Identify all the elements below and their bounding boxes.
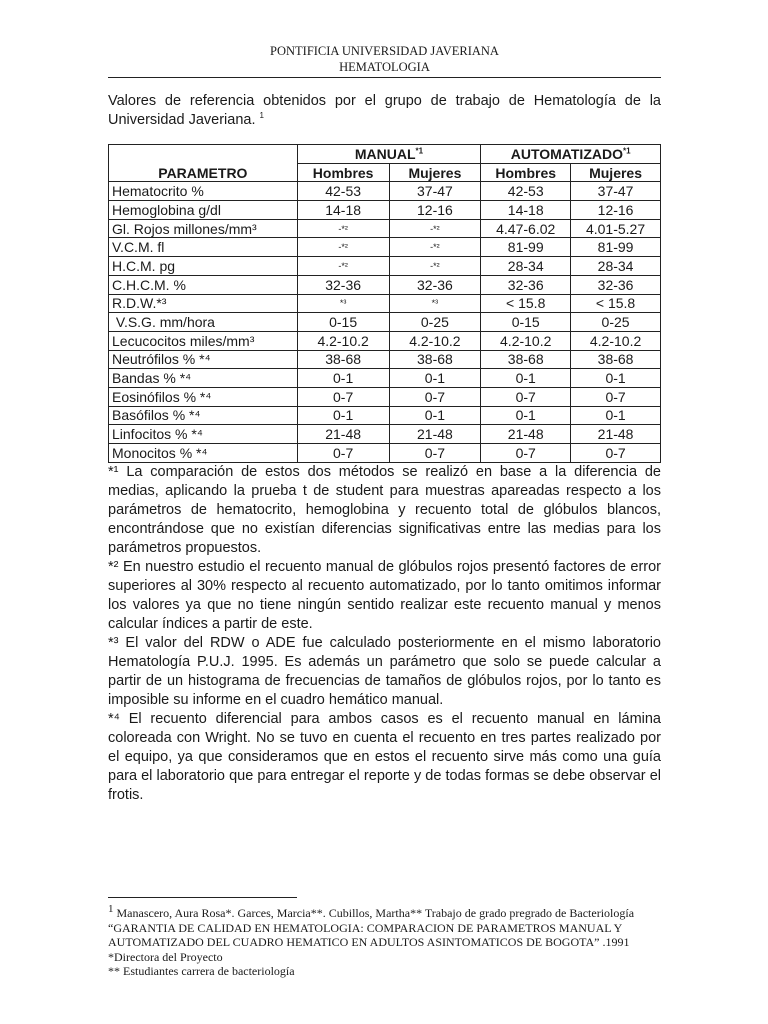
header-university: PONTIFICIA UNIVERSIDAD JAVERIANA xyxy=(270,44,499,58)
table-row xyxy=(109,387,661,406)
value-cell: 12-16 xyxy=(389,201,481,220)
param-cell: Neutrófilos % *⁴ xyxy=(109,350,298,369)
param-cell: Linfocitos % *⁴ xyxy=(109,425,298,444)
value-cell: 0-1 xyxy=(481,369,571,388)
param-cell: Basófilos % *⁴ xyxy=(109,406,298,425)
value-cell: 0-1 xyxy=(389,369,481,388)
intro-paragraph xyxy=(108,92,661,130)
manual-group-ref: *1 xyxy=(415,146,424,156)
value-cell: < 15.8 xyxy=(481,294,571,313)
table-row xyxy=(109,369,661,388)
value-cell: 0-25 xyxy=(389,313,481,332)
table-row xyxy=(109,257,661,276)
value-cell: 0-1 xyxy=(297,406,389,425)
note-4 xyxy=(108,710,661,805)
param-cell: R.D.W.*³ xyxy=(109,294,298,313)
value-cell: 4.47-6.02 xyxy=(481,219,571,238)
value-cell: 32-36 xyxy=(297,275,389,294)
table-row xyxy=(109,201,661,220)
value-cell: 21-48 xyxy=(389,425,481,444)
value-cell: 42-53 xyxy=(481,182,571,201)
param-cell: Monocitos % *⁴ xyxy=(109,444,298,463)
value-cell: 4.2-10.2 xyxy=(389,331,481,350)
note-1-text: La comparación de estos dos métodos se realizó en base a la diferencia de medias, aplicando la prueba t de student para muestras apareadas respecto a los parámetros de hematocrito, hemoglobina y recuento total de glóbulos blancos, encontrándose que no existían diferencias significativas entre las medias para los parámetros propuestos. xyxy=(108,464,661,556)
value-cell: 21-48 xyxy=(571,425,661,444)
notes-section xyxy=(108,463,661,805)
param-cell: V.C.M. fl xyxy=(109,238,298,257)
value-cell: 81-99 xyxy=(571,238,661,257)
value-cell: 0-7 xyxy=(297,387,389,406)
value-cell: 38-68 xyxy=(297,350,389,369)
manual-women-header: Mujeres xyxy=(389,163,481,182)
value-cell: 0-7 xyxy=(571,444,661,463)
value-cell: 37-47 xyxy=(571,182,661,201)
value-cell: 0-7 xyxy=(297,444,389,463)
note-2-mark: *² xyxy=(108,559,119,575)
value-cell: 0-1 xyxy=(389,406,481,425)
param-cell: C.H.C.M. % xyxy=(109,275,298,294)
automated-group-ref: *1 xyxy=(622,146,631,156)
value-cell: 0-1 xyxy=(571,369,661,388)
value-cell: 4.2-10.2 xyxy=(481,331,571,350)
footnote-citation-text: Manascero, Aura Rosa*. Garces, Marcia**. Cubillos, Martha** Trabajo de grado pregrado de Bacteriología “GARANTIA DE CALIDAD EN HEMATOLOGIA: COMPARACION DE PARAMETROS MANUAL Y AUTOMATIZADO DEL CUADRO HEMATICO EN ADULTOS ASINTOMATICOS DE BOGOTA” .1991 xyxy=(108,906,635,949)
param-cell: Hemoglobina g/dl xyxy=(109,201,298,220)
table-row xyxy=(109,331,661,350)
param-cell: V.S.G. mm/hora xyxy=(109,313,298,332)
value-cell: 0-1 xyxy=(481,406,571,425)
footnote xyxy=(108,903,661,979)
table-row xyxy=(109,182,661,201)
value-cell: 4.2-10.2 xyxy=(297,331,389,350)
value-cell: 0-15 xyxy=(297,313,389,332)
manual-men-header: Hombres xyxy=(297,163,389,182)
value-cell: -*² xyxy=(297,257,389,276)
note-4-mark: *⁴ xyxy=(108,711,120,727)
note-2 xyxy=(108,558,661,634)
value-cell: -*² xyxy=(389,257,481,276)
reference-values-table xyxy=(108,144,661,463)
automated-group-header xyxy=(481,145,661,164)
note-1-mark: *¹ xyxy=(108,464,119,480)
table-row xyxy=(109,294,661,313)
value-cell: -*² xyxy=(297,219,389,238)
value-cell: 42-53 xyxy=(297,182,389,201)
value-cell: -*² xyxy=(297,238,389,257)
value-cell: 32-36 xyxy=(571,275,661,294)
param-cell: Hematocrito % xyxy=(109,182,298,201)
automated-group-label: AUTOMATIZADO xyxy=(510,145,623,162)
value-cell: 0-7 xyxy=(481,444,571,463)
value-cell: -*² xyxy=(389,219,481,238)
manual-group-header xyxy=(297,145,481,164)
value-cell: 0-1 xyxy=(297,369,389,388)
value-cell: 28-34 xyxy=(571,257,661,276)
intro-footnote-ref: 1 xyxy=(259,111,264,121)
footnote-students: ** Estudiantes carrera de bacteriología xyxy=(108,964,295,978)
value-cell: 38-68 xyxy=(389,350,481,369)
param-cell: Lecucocitos miles/mm³ xyxy=(109,331,298,350)
value-cell: 21-48 xyxy=(297,425,389,444)
automated-men-header: Hombres xyxy=(481,163,571,182)
value-cell: 4.2-10.2 xyxy=(571,331,661,350)
table-row xyxy=(109,238,661,257)
intro-text: Valores de referencia obtenidos por el grupo de trabajo de Hematología de la Universidad Javeriana. xyxy=(108,93,661,128)
table-row xyxy=(109,406,661,425)
table-row xyxy=(109,219,661,238)
value-cell: 4.01-5.27 xyxy=(571,219,661,238)
value-cell: < 15.8 xyxy=(571,294,661,313)
value-cell: 14-18 xyxy=(481,201,571,220)
value-cell: 12-16 xyxy=(571,201,661,220)
value-cell: 81-99 xyxy=(481,238,571,257)
footnote-number: 1 xyxy=(108,903,114,915)
value-cell: 32-36 xyxy=(389,275,481,294)
note-3 xyxy=(108,634,661,710)
table-group-header-row xyxy=(109,145,661,164)
note-3-mark: *³ xyxy=(108,635,119,651)
value-cell: 0-25 xyxy=(571,313,661,332)
value-cell: *³ xyxy=(297,294,389,313)
value-cell: 14-18 xyxy=(297,201,389,220)
table-row xyxy=(109,313,661,332)
value-cell: 38-68 xyxy=(481,350,571,369)
note-4-text: El recuento diferencial para ambos casos es el recuento manual en lámina coloreada con Wright. No se tuvo en cuenta el recuento en tres partes realizado por el equipo, ya que consideramos que en estos el recuento sirve más como una guía para el laboratorio que para entregar el reporte y de todas formas se debe observar el frotis. xyxy=(108,711,661,803)
header-department: HEMATOLOGIA xyxy=(339,60,430,74)
footnote-rule xyxy=(108,897,297,898)
param-cell: Gl. Rojos millones/mm³ xyxy=(109,219,298,238)
footnote-director: *Directora del Proyecto xyxy=(108,949,223,964)
note-3-text: El valor del RDW o ADE fue calculado posteriormente en el mismo laboratorio Hematología P.U.J. 1995. Es además un parámetro que solo se puede calcular a partir de un histograma de frecuencias de tamaños de glóbulos rojos, por lo tanto es imposible su informe en el cuadro hemático manual. xyxy=(108,635,661,708)
value-cell: 21-48 xyxy=(481,425,571,444)
value-cell: 0-7 xyxy=(389,387,481,406)
table-row xyxy=(109,275,661,294)
value-cell: 38-68 xyxy=(571,350,661,369)
value-cell: 0-7 xyxy=(481,387,571,406)
value-cell: *³ xyxy=(389,294,481,313)
value-cell: 37-47 xyxy=(389,182,481,201)
value-cell: 32-36 xyxy=(481,275,571,294)
table-row xyxy=(109,444,661,463)
value-cell: -*² xyxy=(389,238,481,257)
footnote-citation xyxy=(108,903,661,950)
automated-women-header: Mujeres xyxy=(571,163,661,182)
param-cell: Bandas % *⁴ xyxy=(109,369,298,388)
value-cell: 0-7 xyxy=(571,387,661,406)
table-row xyxy=(109,425,661,444)
param-column-header: PARAMETRO xyxy=(109,145,298,182)
value-cell: 0-15 xyxy=(481,313,571,332)
value-cell: 0-1 xyxy=(571,406,661,425)
header-rule xyxy=(108,77,661,78)
param-cell: H.C.M. pg xyxy=(109,257,298,276)
table-row xyxy=(109,350,661,369)
param-cell: Eosinófilos % *⁴ xyxy=(109,387,298,406)
table-body xyxy=(109,182,661,462)
manual-group-label: MANUAL xyxy=(354,145,416,162)
value-cell: 0-7 xyxy=(389,444,481,463)
note-2-text: En nuestro estudio el recuento manual de glóbulos rojos presentó factores de error superiores al 30% respecto al recuento automatizado, por lo tanto omitimos informar los valores ya que no tiene ningún sentido realizar este recuento manual y menos calcular índices a partir de este. xyxy=(108,559,661,632)
note-1 xyxy=(108,463,661,558)
value-cell: 28-34 xyxy=(481,257,571,276)
